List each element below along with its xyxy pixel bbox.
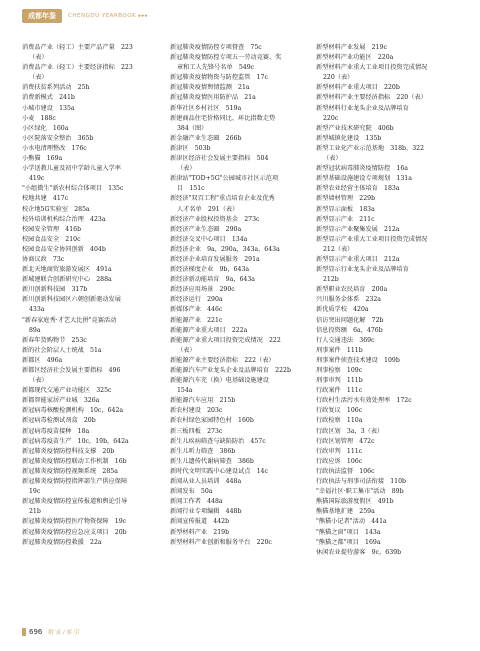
index-entry: （表） bbox=[29, 54, 48, 62]
index-entry: 新时代文明实践中心建设试点 14c bbox=[170, 467, 268, 475]
index-entry: "幸福社区·职工集市"活动 89b bbox=[316, 488, 404, 496]
index-entry: 消费品产业（轻工）主要经济指标 223 bbox=[22, 64, 133, 72]
index-entry: 新经济"双百工程"重点培育企业及优秀 bbox=[170, 195, 275, 203]
index-entry: 刑事案件侦查技术建设 109b bbox=[316, 356, 400, 364]
index-entry: 刑事检察 109c bbox=[316, 367, 363, 374]
index-entry: 新型显示面板 183a bbox=[316, 205, 375, 213]
index-entry: 新型产业技术研究院 406b bbox=[316, 124, 394, 132]
index-entry: 新冠肺炎疫情防控视频系统 285a bbox=[22, 467, 118, 475]
index-entry: 新能源产业 221c bbox=[170, 316, 223, 324]
index-entry: 新冠肺炎疫情防控专项五一劳动竞赛、奖 bbox=[170, 54, 282, 62]
index-entry: 新型农业经营主体培育 183a bbox=[316, 185, 400, 193]
index-entry: 新华社区乡村社区 519a bbox=[170, 104, 242, 112]
index-entry: 行政案件 111c bbox=[316, 387, 363, 395]
index-entry: 刑事案件 111b bbox=[316, 346, 363, 354]
index-entry: 新生儿疾病筛查与缺陷防治 457c bbox=[170, 437, 266, 445]
index-entry: 新媒体产业 446c bbox=[170, 306, 223, 314]
index-entry: 新冠肺炎疫情物资与防控监管 17c bbox=[170, 74, 268, 82]
index-entry: 新型城镇化建设 135b bbox=[316, 134, 382, 142]
index-entry: 19c bbox=[29, 488, 41, 496]
footer-marker bbox=[22, 628, 26, 636]
index-entry: 新能源产业重大项目 222a bbox=[170, 326, 248, 334]
index-entry: 212（表） bbox=[323, 245, 354, 253]
index-entry: 新冠肺炎疫情防控联动工作机制 16b bbox=[22, 457, 127, 465]
index-entry: 新闻从业人员培训 448a bbox=[170, 478, 242, 486]
yearbook-badge: 成都年鉴 bbox=[22, 9, 62, 23]
index-entry: 新型显示产业 211c bbox=[316, 215, 375, 223]
index-entry: 小区绿化 160a bbox=[22, 124, 69, 132]
index-entry: 小区院落安全整治 365b bbox=[22, 134, 94, 142]
footer-section-tag: 附 录 / 索 引 bbox=[48, 630, 80, 636]
index-entry: 新闻工作者 448a bbox=[170, 498, 223, 506]
index-entry: 行政检察 110a bbox=[316, 417, 363, 425]
index-entry: 新型显示产业重大工业项目投资完成情况 bbox=[316, 235, 428, 243]
index-entry: 新冠肺炎疫情防控专项督查 75c bbox=[170, 44, 262, 51]
index-entry: 新津区经济社会发展主要指标 504 bbox=[170, 155, 269, 163]
index-entry: 兴川服务金体系 232a bbox=[316, 296, 381, 304]
index-entry: 信访突出问题化解 72b bbox=[316, 316, 384, 324]
index-entry: 校企地5G实验室 285a bbox=[22, 205, 90, 213]
index-entry: 新型材料产业重大工业项目投资完成情况 bbox=[316, 64, 428, 72]
index-entry: 新型职业农民培育 200a bbox=[316, 286, 388, 294]
index-entry: "熊猫小记者"活动 441a bbox=[316, 518, 387, 526]
index-entry: 154a bbox=[177, 387, 193, 395]
index-entry: 新都现代交通产业功能区 325c bbox=[22, 387, 112, 395]
index-entry: 熊猫国际旅游度假区 491b bbox=[316, 498, 394, 506]
index-entry: 行政审判 111c bbox=[316, 447, 363, 455]
index-entry: 新生儿听力筛查 386b bbox=[170, 447, 236, 455]
index-entry: 新能源产业重大项目投资完成情况 222 bbox=[170, 336, 281, 344]
index-entry: 消费新模式 241b bbox=[22, 94, 75, 102]
index-entry: 新经济运行 290a bbox=[170, 296, 223, 304]
index-entry: 小城市建设 135a bbox=[22, 104, 75, 112]
index-entry: 行政复议 106c bbox=[316, 407, 363, 415]
page-number: 696 bbox=[29, 628, 43, 636]
index-entry: 消费品产业（轻工）主要产品产量 223 bbox=[22, 44, 133, 51]
index-entry: 小学送教儿童及初中学龄儿童入学率 bbox=[22, 165, 121, 173]
index-entry: 新都区经济社会发展主要指标 496 bbox=[22, 367, 121, 374]
index-entry: 新型工业化产业示范基地 318b，322 bbox=[316, 144, 425, 152]
index-entry: 新能源汽车应用 215b bbox=[170, 397, 236, 405]
index-entry: 协商议政 73c bbox=[22, 255, 65, 263]
index-entry: 新能源产业主要经济指标 222（表） bbox=[170, 356, 275, 364]
index-entry: 新经济梯度企业 9b，643a bbox=[170, 266, 250, 274]
index-entry: 新冠肺炎疫情防控应急应支项目 20b bbox=[22, 528, 127, 536]
index-entry: 212b bbox=[323, 276, 339, 284]
index-entry: 行政区划 3a，3（表） bbox=[316, 427, 384, 435]
header-subtitle: CHENGDU YEARBOOK ▸▸▸ bbox=[68, 13, 149, 19]
index-entry: 校园食品安全协同创新 404b bbox=[22, 245, 106, 253]
index-entry: 新冠病毒疫苗生产 10c，19b，642a bbox=[22, 437, 129, 445]
index-entry: 新冠肺炎疫情舆情监测 21a bbox=[170, 84, 250, 92]
index-entry: 新经济交叉中心项目 134a bbox=[170, 235, 248, 243]
index-entry: （表） bbox=[177, 346, 196, 354]
index-entry: 220（表） bbox=[323, 74, 354, 82]
index-entry: 21b bbox=[29, 508, 41, 516]
index-entry: 新型墙材管理 229b bbox=[316, 195, 376, 203]
index-entry: 89a bbox=[29, 326, 41, 334]
index-entry: 新城建联合创新研究中心 288a bbox=[22, 276, 112, 284]
index-entry: 新型显示行业龙头企业及品牌培育 bbox=[316, 266, 409, 274]
index-entry: 新冠病毒核酸检测机构 10c，642a bbox=[22, 407, 124, 415]
index-entry: 信息投资额 6a，476b bbox=[316, 326, 383, 334]
index-entry: 新春年货购物节 253c bbox=[22, 336, 87, 344]
index-entry: 新农村绿色家园特色村 160b bbox=[170, 417, 254, 425]
index-entry: （表） bbox=[29, 377, 48, 385]
index-entry: 新闻宣传报道 442b bbox=[170, 518, 230, 526]
index-entry: 新经济新动能培育 9a，643a bbox=[170, 276, 255, 284]
index-entry: 419c bbox=[29, 175, 45, 183]
index-entry: 行政村生活污水有效处理率 172c bbox=[316, 397, 412, 405]
index-entry: 新经济产业股权投资基金 273c bbox=[170, 215, 260, 223]
index-entry: 新冠病毒检测试剂盒 20b bbox=[22, 417, 96, 425]
index-entry: 小水电清理整改 176c bbox=[22, 144, 87, 152]
index-entry: 新冠肺炎疫情医用防护品 21a bbox=[170, 94, 256, 102]
index-entry: 新金融产业生态圈 266b bbox=[170, 134, 242, 142]
index-entry: 新冠肺炎疫情防控医疗物资保障 19c bbox=[22, 518, 127, 526]
index-entry: 新型材料产业发展 219c bbox=[316, 44, 387, 51]
index-entry: 新的社会阶层人士统战 51a bbox=[22, 346, 102, 354]
index-entry: 新经济企业 9a，290a，343a，643a bbox=[170, 245, 280, 253]
index-entry: 新川创新科技园区六朝创新驱动发展 bbox=[22, 296, 121, 304]
index-entry: 新型材料产业创新和服务平台 220c bbox=[170, 538, 272, 546]
index-column-1 bbox=[22, 43, 170, 548]
index-entry: 章和工人先锋号名单 549c bbox=[177, 64, 255, 72]
index-entry: 220c bbox=[323, 114, 339, 122]
index-entry: 新冠肺炎疫情防控宣传报道和舆论引导 bbox=[22, 498, 128, 506]
index-entry: 消费扶贫系列活动 25h bbox=[22, 84, 90, 92]
index-entry: 新三板四板 273c bbox=[170, 427, 223, 435]
index-entry: 新川创新科技园 317b bbox=[22, 286, 88, 294]
index-entry: （表） bbox=[323, 155, 342, 163]
index-entry: 433a bbox=[29, 306, 45, 314]
index-entry: 休闲农业提待游客 9c，639b bbox=[316, 548, 402, 556]
index-entry: 新型材料行业龙头企业及品牌培育 bbox=[316, 104, 409, 112]
index-entry: 行人交通违法 369c bbox=[316, 336, 375, 344]
index-entry: 校外培训机构综合治理 423a bbox=[22, 215, 106, 223]
index-entry: 行政应诉 106c bbox=[316, 457, 363, 465]
index-entry: 校园食品安全 210c bbox=[22, 235, 81, 243]
index-entry: 新优质学校 420a bbox=[316, 306, 369, 314]
index-entry: "小组微生"新农村综合体项目 135c bbox=[22, 185, 124, 193]
index-entry: 新型显示产业重大项目 212a bbox=[316, 255, 400, 263]
index-entry: 新冠肺炎疫情防控指挥部生产供应保障 bbox=[22, 478, 128, 486]
index-entry: 新经济应用场景 290c bbox=[170, 286, 235, 294]
index-entry: 新经济企业培育发展服务 291a bbox=[170, 255, 260, 263]
index-entry: 新型材料产业 219b bbox=[170, 528, 230, 536]
index-entry: （表） bbox=[29, 74, 48, 82]
index-entry: 行政执法监督 106c bbox=[316, 467, 375, 475]
index-entry: 新型材料产业重大项目 220b bbox=[316, 84, 400, 92]
index-column-3 bbox=[316, 43, 466, 558]
index-entry: 新冠病毒疫苗接种 18a bbox=[22, 427, 90, 435]
index-entry: 熊猫基地扩建 259a bbox=[316, 508, 375, 516]
index-entry: 新农村建设 203c bbox=[170, 407, 223, 415]
index-entry: "熊猫之窗"项目 143a bbox=[316, 528, 381, 536]
index-entry: 新闻发布 50a bbox=[170, 488, 213, 496]
index-entry: 新北天地商贸旅游发展区 491a bbox=[22, 266, 112, 274]
index-entry: 人才名单 291（表） bbox=[177, 205, 239, 213]
index-entry: 新津站"TOD+5G"公园城市社区示范项 bbox=[170, 175, 279, 183]
page-footer bbox=[22, 626, 79, 638]
index-entry: 新型基础设施建设专项规划 131a bbox=[316, 175, 412, 183]
index-entry: 新建商品住宅价格同比、环比指数走势 bbox=[170, 114, 276, 122]
index-entry: 新生儿遗传代谢病筛查 386b bbox=[170, 457, 254, 465]
index-entry: （表） bbox=[177, 165, 196, 173]
index-entry: 新冠肺炎疫情防控科技支撑 20b bbox=[22, 447, 115, 455]
index-entry: "新春家庭秀·才艺大比拼"竞赛活动 bbox=[22, 316, 117, 324]
index-entry: 刑事审判 111b bbox=[316, 377, 363, 385]
index-entry: 小熊猫 169a bbox=[22, 155, 63, 163]
index-entry: 新津区 503b bbox=[170, 144, 211, 152]
index-entry: 新型冠状病毒肺炎疫情防控 16a bbox=[316, 165, 408, 173]
index-entry: 384（图） bbox=[177, 124, 208, 132]
index-entry: "熊猫之都"项目 169a bbox=[316, 538, 381, 546]
index-entry: 校地共建 417c bbox=[22, 195, 69, 203]
index-entry: 新都智能家居产业城 326a bbox=[22, 397, 100, 405]
index-entry: 行政区划管理 472c bbox=[316, 437, 375, 445]
index-entry: 新型材料产业功能区 220a bbox=[316, 54, 394, 62]
index-entry: 校园安全管理 416b bbox=[22, 225, 82, 233]
index-entry: 新闻行业专项编辑 448b bbox=[170, 508, 242, 516]
index-entry: 目 151c bbox=[177, 185, 205, 193]
index-entry: 新冠肺炎疫情防控救援 22a bbox=[22, 538, 102, 546]
index-column-2 bbox=[170, 43, 315, 548]
index-entry: 小麦 188c bbox=[22, 114, 56, 122]
index-entry: 新经济产业生态圈 290a bbox=[170, 225, 242, 233]
index-entry: 新能源汽车充（换）电基础设施建设 bbox=[170, 377, 269, 385]
index-entry: 行政执法与刑事司法衔接 110b bbox=[316, 478, 407, 486]
page-header bbox=[22, 9, 148, 23]
index-entry: 新型材料产业主要经济指标 220（表） bbox=[316, 94, 427, 102]
index-entry: 新型显示产业聚集发展 212a bbox=[316, 225, 400, 233]
index-entry: 新都区 496a bbox=[22, 356, 63, 364]
index-entry: 新能源汽车产业龙头企业及品牌培育 222b bbox=[170, 367, 291, 374]
